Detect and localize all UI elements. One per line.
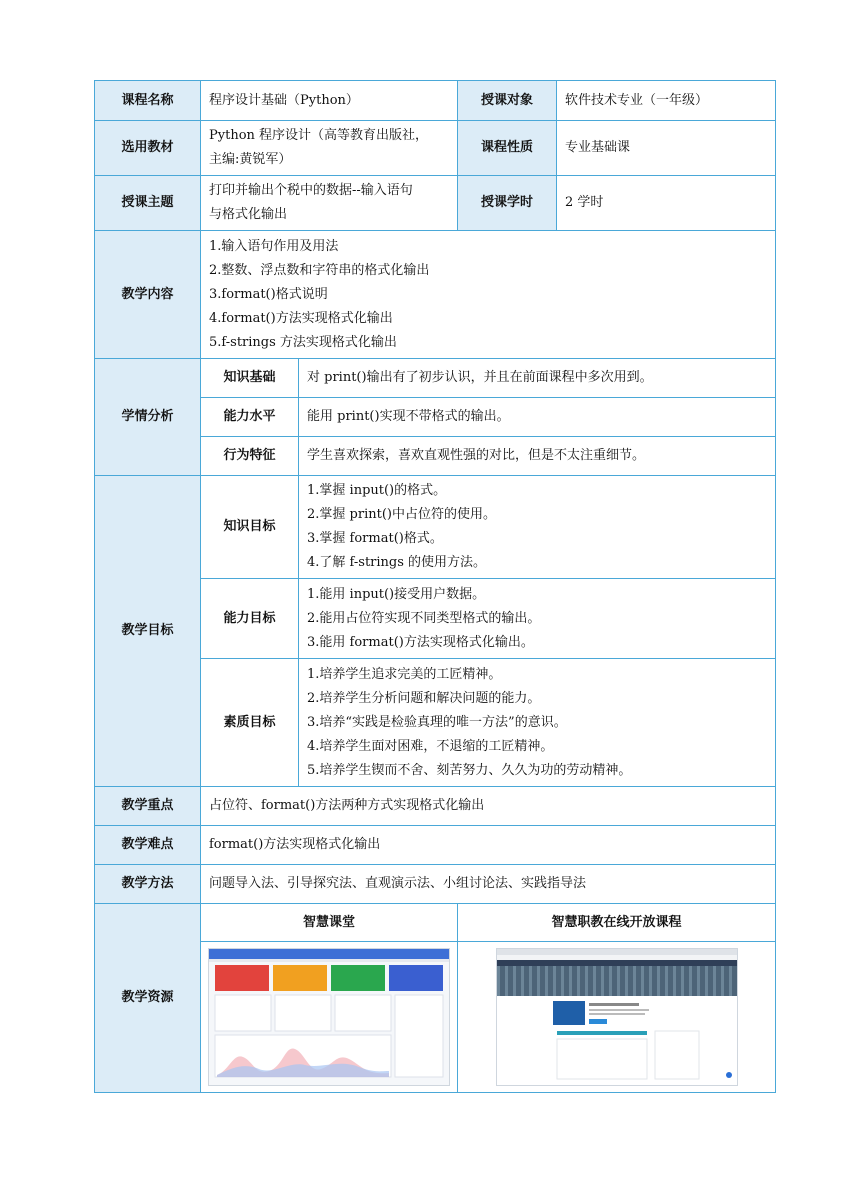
objective-knowledge-label: 知识目标 bbox=[201, 476, 299, 579]
objective-item: 2.掌握 print()中占位符的使用。 bbox=[307, 507, 496, 522]
objective-item: 4.了解 f-strings 的使用方法。 bbox=[307, 555, 487, 570]
analysis-knowledge-label: 知识基础 bbox=[201, 359, 299, 398]
methods-label: 教学方法 bbox=[95, 865, 201, 904]
row-content bbox=[95, 231, 776, 359]
textbook-label: 选用教材 bbox=[95, 121, 201, 176]
textbook-line-2: 主编:黄锐军） bbox=[209, 152, 292, 167]
content-item: 1.输入语句作用及用法 bbox=[209, 238, 339, 254]
course-name-label: 课程名称 bbox=[95, 81, 201, 121]
objective-item: 2.能用占位符实现不同类型格式的输出。 bbox=[307, 610, 541, 626]
row-topic bbox=[95, 176, 776, 231]
objective-item: 3.掌握 format()格式。 bbox=[307, 531, 443, 546]
mooc-course-image bbox=[497, 949, 737, 1085]
content-label: 教学内容 bbox=[95, 231, 201, 359]
difficulties-value: format()方法实现格式化输出 bbox=[201, 826, 776, 865]
objective-item: 5.培养学生锲而不舍、刻苦努力、久久为功的劳动精神。 bbox=[307, 762, 632, 778]
row-methods bbox=[95, 865, 776, 904]
row-difficulties bbox=[95, 826, 776, 865]
content-list bbox=[201, 231, 776, 359]
topic-label: 授课主题 bbox=[95, 176, 201, 231]
resources-label: 教学资源 bbox=[95, 904, 201, 1093]
key-points-label: 教学重点 bbox=[95, 787, 201, 826]
key-points-value: 占位符、format()方法两种方式实现格式化输出 bbox=[201, 787, 776, 826]
objective-item: 4.培养学生面对困难，不退缩的工匠精神。 bbox=[307, 738, 554, 754]
hours-value: 2 学时 bbox=[557, 176, 776, 231]
objective-knowledge-list bbox=[299, 476, 776, 579]
audience-value: 软件技术专业（一年级） bbox=[557, 81, 776, 121]
nature-label: 课程性质 bbox=[458, 121, 557, 176]
content-item: 4.format()方法实现格式化输出 bbox=[209, 310, 393, 326]
objective-item: 3.培养“实践是检验真理的唯一方法”的意识。 bbox=[307, 714, 567, 730]
content-item: 3.format()格式说明 bbox=[209, 286, 328, 302]
smart-classroom-screenshot bbox=[208, 948, 450, 1086]
row-textbook bbox=[95, 121, 776, 176]
textbook-value bbox=[201, 121, 458, 176]
nature-value: 专业基础课 bbox=[557, 121, 776, 176]
analysis-ability-value: 能用 print()实现不带格式的输出。 bbox=[299, 398, 776, 437]
hours-label: 授课学时 bbox=[458, 176, 557, 231]
analysis-knowledge-value: 对 print()输出有了初步认识，并且在前面课程中多次用到。 bbox=[299, 359, 776, 398]
methods-value: 问题导入法、引导探究法、直观演示法、小组讨论法、实践指导法 bbox=[201, 865, 776, 904]
difficulties-label: 教学难点 bbox=[95, 826, 201, 865]
analysis-label: 学情分析 bbox=[95, 359, 201, 476]
objectives-label: 教学目标 bbox=[95, 476, 201, 787]
objective-item: 3.能用 format()方法实现格式化输出。 bbox=[307, 634, 534, 650]
objective-quality-list bbox=[299, 659, 776, 787]
resources-col1-cell bbox=[201, 942, 458, 1093]
objective-ability-list bbox=[299, 579, 776, 659]
lesson-plan-page bbox=[94, 80, 775, 1093]
topic-value bbox=[201, 176, 458, 231]
analysis-ability-label: 能力水平 bbox=[201, 398, 299, 437]
analysis-behavior-value: 学生喜欢探索，喜欢直观性强的对比，但是不太注重细节。 bbox=[299, 437, 776, 476]
textbook-line-1: Python 程序设计（高等教育出版社， bbox=[209, 128, 429, 143]
row-analysis-1 bbox=[95, 359, 776, 398]
row-key-points bbox=[95, 787, 776, 826]
topic-line-1: 打印并输出个税中的数据--输入语句 bbox=[209, 183, 413, 198]
analysis-behavior-label: 行为特征 bbox=[201, 437, 299, 476]
resources-col2-title: 智慧职教在线开放课程 bbox=[458, 904, 776, 942]
audience-label: 授课对象 bbox=[458, 81, 557, 121]
row-objective-knowledge bbox=[95, 476, 776, 579]
objective-item: 1.掌握 input()的格式。 bbox=[307, 483, 447, 498]
resources-col1-title: 智慧课堂 bbox=[201, 904, 458, 942]
objective-item: 1.能用 input()接受用户数据。 bbox=[307, 586, 486, 602]
row-course-name bbox=[95, 81, 776, 121]
objective-item: 1.培养学生追求完美的工匠精神。 bbox=[307, 666, 502, 682]
content-item: 2.整数、浮点数和字符串的格式化输出 bbox=[209, 262, 430, 278]
topic-line-2: 与格式化输出 bbox=[209, 207, 288, 222]
objective-item: 2.培养学生分析问题和解决问题的能力。 bbox=[307, 690, 541, 706]
smart-classroom-image bbox=[209, 949, 449, 1085]
lesson-plan-table bbox=[94, 80, 776, 1093]
objective-quality-label: 素质目标 bbox=[201, 659, 299, 787]
row-resources-header bbox=[95, 904, 776, 942]
resources-col2-cell bbox=[458, 942, 776, 1093]
course-name-value: 程序设计基础（Python） bbox=[201, 81, 458, 121]
content-item: 5.f-strings 方法实现格式化输出 bbox=[209, 334, 397, 350]
mooc-course-screenshot bbox=[496, 948, 738, 1086]
objective-ability-label: 能力目标 bbox=[201, 579, 299, 659]
